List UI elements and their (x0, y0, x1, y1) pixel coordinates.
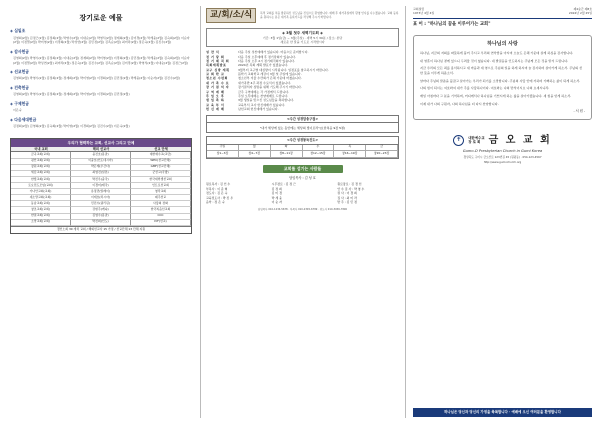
church-website[interactable]: http://www.gumochurch.org (483, 160, 522, 165)
poem-title: 하나님의 사랑 (487, 41, 518, 48)
news-text: 주일 오후예배는 찬양예배로 드립니다. (238, 93, 289, 98)
denomination-line1: 대한예수교 (468, 136, 485, 141)
mission-cell: 한국복음선교회 (131, 207, 191, 213)
mission-cell: 민진수(필리핀) (71, 201, 131, 207)
mission-cell: 이재호(러시아) (71, 195, 131, 201)
senior-pastor: 담임목사 : 김 성 호 (289, 176, 316, 181)
servants-grid (206, 183, 399, 205)
offering-heading: ◈ 구제헌금 (10, 100, 29, 106)
poem-sign: - 서 원 - (573, 109, 585, 114)
mission-cell: 이경미(태국) (71, 183, 131, 189)
servant-entry: 박 세 웅 (271, 195, 282, 200)
news-label: 정 기 제 직 회 (206, 59, 230, 64)
servant-entry: 반 주 : 김 민 정 (337, 200, 357, 205)
mission-column-header: 선교 단체 (154, 147, 168, 152)
mission-box (10, 138, 192, 233)
servant-entry: 권 사 : 이 경 희 (337, 191, 357, 196)
schedule-day: 수 (303, 145, 335, 152)
poem-paragraph: 내 영혼이 하나님 곁에 있으니 두려울 것이 없습니다. 내 발걸음을 인도하시는 주님께 모든 것을 맡겨 드립니다. (420, 58, 569, 63)
mission-grid (11, 152, 191, 225)
mission-cell: WEC(선교단체) (131, 159, 191, 165)
mission-cell: 박진희(인도) (71, 220, 131, 226)
schedule-day: 화 (271, 145, 303, 152)
servant-entry: 이 순 자 (271, 200, 282, 205)
news-label: 교 육 부 서 (206, 102, 225, 107)
welcome-note: 목적 교회를 처음 방문하신 성도님을 진심으로 환영합니다. 예배 후 새가족실에서 환영 인사를 나누겠습니다. 교회 등록을 원하시는 분은 새가족 등록카드를 작성해 주시기 바랍니다. (260, 10, 399, 19)
event-box (206, 28, 399, 47)
church-block (413, 134, 592, 148)
servant-entry: 원로목사 : 김 인 수 (206, 182, 231, 187)
mission-cell: IVF(선교) (131, 220, 191, 226)
verse-box (206, 115, 399, 133)
news-text: 금주 구역예배는 각 가정에서 드립니다. (238, 89, 290, 94)
news-title: 교/회/소/식 (206, 8, 256, 23)
offering-names: 김영희(2월) 박영수(2월) 김정희(2월) 이대순(2월) 정재희(2월) 박미영(2월) 이경희(2월) 김민정(2월) 박세웅(2월) 김숙희(2월) 이순자(2월) 이정열(2월) 박성연(2월) 최미라(2월) 정은숙(2월) 김진수(2월) 김옥순(2월) 김미경(2월) 박영식(2월) 이대순(2월) 김정근(2월) (13, 55, 190, 65)
mission-title: 우리가 협력하는 교회, 선교사 그리고 단체 (11, 139, 191, 147)
offering-heading: ◈ 감사헌금 (10, 48, 29, 54)
denomination (468, 136, 484, 144)
poem-paragraph: 매일 아침마다 그 분을 기억하며, 어디에서나 하나님을 기쁘시게 하는 삶을 살아가겠습니다. 새 힘을 얻게 하소서. (420, 94, 572, 99)
church-english-name: Gumo-O Presbyterian Church in Gumi Korea (462, 149, 543, 154)
mission-cell: 가나안교회(교회) (11, 189, 71, 195)
mission-cell: 토요전도모임(교회) (11, 183, 71, 189)
mission-cell: 김영수(몽골) (71, 214, 131, 220)
verse-heading: <주간 성경암송구절> (207, 116, 398, 123)
news-item (206, 107, 399, 111)
servant-entry: 김 미 경 (271, 191, 282, 196)
cover-column (405, 0, 600, 424)
event-detail: 기간: 3월 1일(금) ~ 3월(주일) · 새벽 5시 30분 / 장소: 본당 (262, 36, 343, 41)
news-label: 목회계획발표 (206, 63, 227, 68)
schedule-reading: 창12~15장 (303, 151, 335, 158)
verse-text: "내가 세상에 있는 동안에는 세상의 빛이로라"(요한복음 9장 5절) (259, 125, 346, 130)
church-cross-icon: ✝ (453, 135, 464, 146)
offering-column (0, 0, 200, 424)
news-text: 봄학기 교회학교 개강이 3월 첫 주일에 있습니다. (238, 72, 302, 77)
mission-cell: 군선교(국방) (131, 171, 191, 177)
news-text: 다음 주일 오후예배 후 정기당회가 있습니다. (238, 54, 296, 59)
church-motto: 표 어 : "하나님의 꿈을 이루어가는 교회" (413, 21, 491, 27)
poem-box (413, 35, 592, 119)
poem-paragraph: 날마다 주님의 말씀을 붙잡고 살아가는 우리가 되기를 소망합니다. 주님의 사랑 안에 거하며 기뻐하는 삶이 되게 하소서. (420, 78, 581, 83)
news-header (206, 8, 399, 23)
poem-paragraph: 이제 내가 나의 구원자, 나의 하나님을 더 다시 찬양합니다. (420, 101, 499, 106)
offering-heading: ◈ 십일조 (10, 28, 26, 34)
servant-entry: 집 사 : 최 미 라 (337, 195, 357, 200)
schedule-reading: 창1~3장 (207, 151, 239, 158)
news-text: 3월 생일을 맞으신 성도님들을 축하합니다. (238, 98, 294, 103)
schedule-grid (207, 145, 398, 158)
mission-cell: 사랑의 전화 (131, 201, 191, 207)
offering-names: 이은숙 (13, 107, 22, 112)
news-label: 장 기 결 석 자 (206, 85, 230, 90)
news-label: 구 역 예 배 (206, 89, 225, 94)
poem-paragraph: 지금 우리의 모든 죄를 용서하시고 새 마음과 새 영으로 주님의 일을 하게 하시며 늘 감사하며 살아가게 하소서. 주님의 선한 뜻을 이루게 하옵소서. (420, 66, 583, 76)
schedule-day: 월 (239, 145, 271, 152)
mission-column-header: 해외 선교사 (92, 147, 110, 152)
offering-heading: ◈ 다음세대헌금 (10, 116, 37, 122)
poem-paragraph: 하나님, 지금의 저희를 따뜻하게 품어 주시고 우리의 연약함을 아시며 오늘도 은혜 가운데 살게 하심을 감사합니다. (420, 51, 574, 56)
mission-cell: 유정민(말레이) (71, 189, 131, 195)
mission-cell: 인트로선교회 (131, 183, 191, 189)
poem-paragraph: 나의 힘이 되시는 여호와여 내가 주를 사랑하나이다. 여호와는 나의 반석이시요 나의 요새시니라. (420, 86, 550, 91)
church-address: 경상북도 구미시 금오산로 123번길 45 (원평동) · 054-123-4567 (463, 154, 542, 159)
denomination-line2: 장 로 회 (468, 140, 481, 145)
bulletin-meta (413, 8, 592, 16)
servant-entry: 부목사 : 이 준 혁 (206, 186, 228, 191)
schedule-heading: <주간 성경통독진도> (207, 137, 398, 144)
news-column (200, 0, 405, 424)
news-text: 다음 주일 성찬예배가 있습니다. 마음으로 준비합시다. (238, 50, 309, 55)
issue-number: 제4승간 제8호 (573, 7, 592, 11)
poem-body (420, 51, 585, 106)
news-label: 교 회 학 교 (206, 72, 225, 77)
offering-heading: ◈ 건축헌금 (10, 85, 29, 91)
church-name: 금 오 교 회 (488, 134, 552, 146)
mission-cell: 세림교회(교회) (11, 171, 71, 177)
schedule-reading: 창8~11장 (271, 151, 303, 158)
mission-cell: 동남교회(교회) (11, 201, 71, 207)
schedule-day: 금 (366, 145, 398, 152)
header-rule (413, 18, 592, 19)
mission-footer: 경인노회 30 개처 교회 / 해외선교사 15 가정 / 선교단체 13 단체 지원 (11, 226, 191, 233)
mission-cell: 박은재(우간다) (71, 165, 131, 171)
servant-entry: 교육전도사 : 박 진 우 (206, 195, 233, 200)
news-label: 새 가 족 수 료 (206, 80, 230, 85)
servant-entry: 음악 : 정 은 숙 (206, 200, 225, 205)
news-label: 주 일 오 후 (206, 93, 225, 98)
offering-names: 김영희(2월) 김정근(2월) 김정희(2월) 박영수(2월) 이대순(2월) 박영식(2월) 정재희(2월) 김미경(2월) 박세웅(2월) 김숙희(2월) 이순자(2월) 이정열(2월) 박미영(2월) 이경희(2월) 박성연(2월) 김민정(2월) 김옥순(2월) 최미라(2월) 정은숙(2월) 김진수(2월) (13, 35, 190, 45)
mission-cell: GMF(선교단체) (131, 165, 191, 171)
mission-cell: 한빛교회(교회) (11, 177, 71, 183)
schedule-day: 주일 (207, 145, 239, 152)
schedule-reading: 창16~19장 (334, 151, 366, 158)
schedule-reading: 창4~7장 (239, 151, 271, 158)
offering-heading: ◈ 선교헌금 (10, 69, 29, 75)
event-sub: 새로운 한 달을 기도로 시작합시다 (280, 40, 325, 45)
blessing-banner: 하나님은 당신과 당신의 가정을 축복합니다 · 예배에 오신 여러분을 환영합니다 (413, 408, 592, 417)
servant-entry: 안 수 집 사 : 박 영 수 (337, 186, 365, 191)
news-label: 정 기 당 회 (206, 54, 225, 59)
news-text: 다음 주일 오후 2시 정기제직회가 있습니다. (238, 59, 295, 64)
offering-names: 김영희(2월) 박영수(2월) 김정희(2월) 정재희(2월) 박미영(2월) 이경희(2월) 김민정(2월) 박세웅(2월) 이순자(2월) 김진수(2월) (13, 76, 180, 81)
mission-cell: 대한예수교(교단) (131, 152, 191, 158)
mission-cell: 영락교회 (131, 189, 191, 195)
founded-label: 교회설립 (413, 7, 425, 11)
mission-cell: 한결교회(교회) (11, 214, 71, 220)
mission-cell: 장원교회(교회) (11, 165, 71, 171)
schedule-box (206, 136, 399, 158)
news-text: 남선교회 헌신예배가 있습니다. (238, 106, 279, 111)
offering-title: 장기로운 예물 (79, 14, 123, 22)
offering-names: 김영희(2월) 박영수(2월) 김정희(2월) 정재희(2월) 박미영(2월) 이경희(2월) 김민정(2월) (13, 92, 130, 97)
schedule-reading: 창20~23장 (366, 151, 398, 158)
mission-cell: 평안교회(교회) (11, 159, 71, 165)
news-list (206, 50, 399, 111)
mission-cell: 최영진(일본) (71, 171, 131, 177)
news-label: 생 일 축 하 (206, 98, 225, 103)
news-label: 교구 심방 계획 (206, 67, 230, 72)
news-text: 2024년 목회 계획 발표가 있겠습니다. (238, 63, 289, 68)
contact-footer: 담임목사 010-1234-5678 · 부목사 010-2345-6789 · 전도사 010-3456-7890 (257, 208, 348, 212)
news-label: 청소년 수련회 (206, 76, 228, 81)
founded-date: 1973년 4월 4일 (413, 10, 435, 15)
mission-cell: 제주선교 (131, 195, 191, 201)
servant-entry: 시무장로 : 김 정 근 (271, 182, 296, 187)
mission-cell: 윤진호(몽골) (71, 152, 131, 158)
mission-column-header: 국내 교회 (34, 147, 48, 152)
mission-cell: 박진우(중국) (71, 177, 131, 183)
news-text: 청소년부 겨울 수련회가 은혜 가운데 마쳤습니다. (238, 76, 302, 81)
mission-cell: 한국대학생선교회 (131, 177, 191, 183)
offering-sections (10, 28, 192, 128)
mission-cell: 이중호(인도네시아) (71, 159, 131, 165)
mission-cell: CCC (131, 214, 191, 220)
news-label: 성 찬 식 (206, 50, 220, 55)
mission-cell: 창조교회(교회) (11, 207, 71, 213)
mission-cell: 소망교회(교회) (11, 220, 71, 226)
schedule-day: 목 (334, 145, 366, 152)
servant-entry: 김 정 희 (271, 186, 282, 191)
mission-cell: 금곡교회(교회) (11, 152, 71, 158)
issue-date: 2024년 2월 25일 (568, 10, 592, 15)
mission-cell: 새소망교회(교회) (11, 195, 71, 201)
servants-title: 교회를 섬기는 사람들 (263, 165, 343, 173)
servant-entry: 전도사 : 김 은 숙 (206, 191, 228, 196)
news-text: 3월부터 교구별 대심방이 시작됩니다. 일정표를 참고하시기 바랍니다. (238, 67, 329, 72)
event-title: ◈ 3월 첫주 새벽기도회 ◈ (282, 31, 323, 36)
news-text: 장기결석자 심방을 위해 기도해 주시기 바랍니다. (238, 85, 302, 90)
mission-cell: 강현주(케냐) (71, 207, 131, 213)
offering-names: 김정희(2월) 김영희(2월) 김숙희(2월) 박미영(2월) 이경희(2월) 김진수(2월) 이은숙(2월) (13, 123, 130, 128)
news-text: 교육부서 교사 헌신예배가 있습니다. (238, 102, 286, 107)
news-label: 헌 신 예 배 (206, 106, 225, 111)
news-text: 새가족반 4주 과정 수료식이 있겠습니다. (238, 80, 292, 85)
servant-entry: 원로장로 : 김 경 선 (337, 182, 362, 187)
